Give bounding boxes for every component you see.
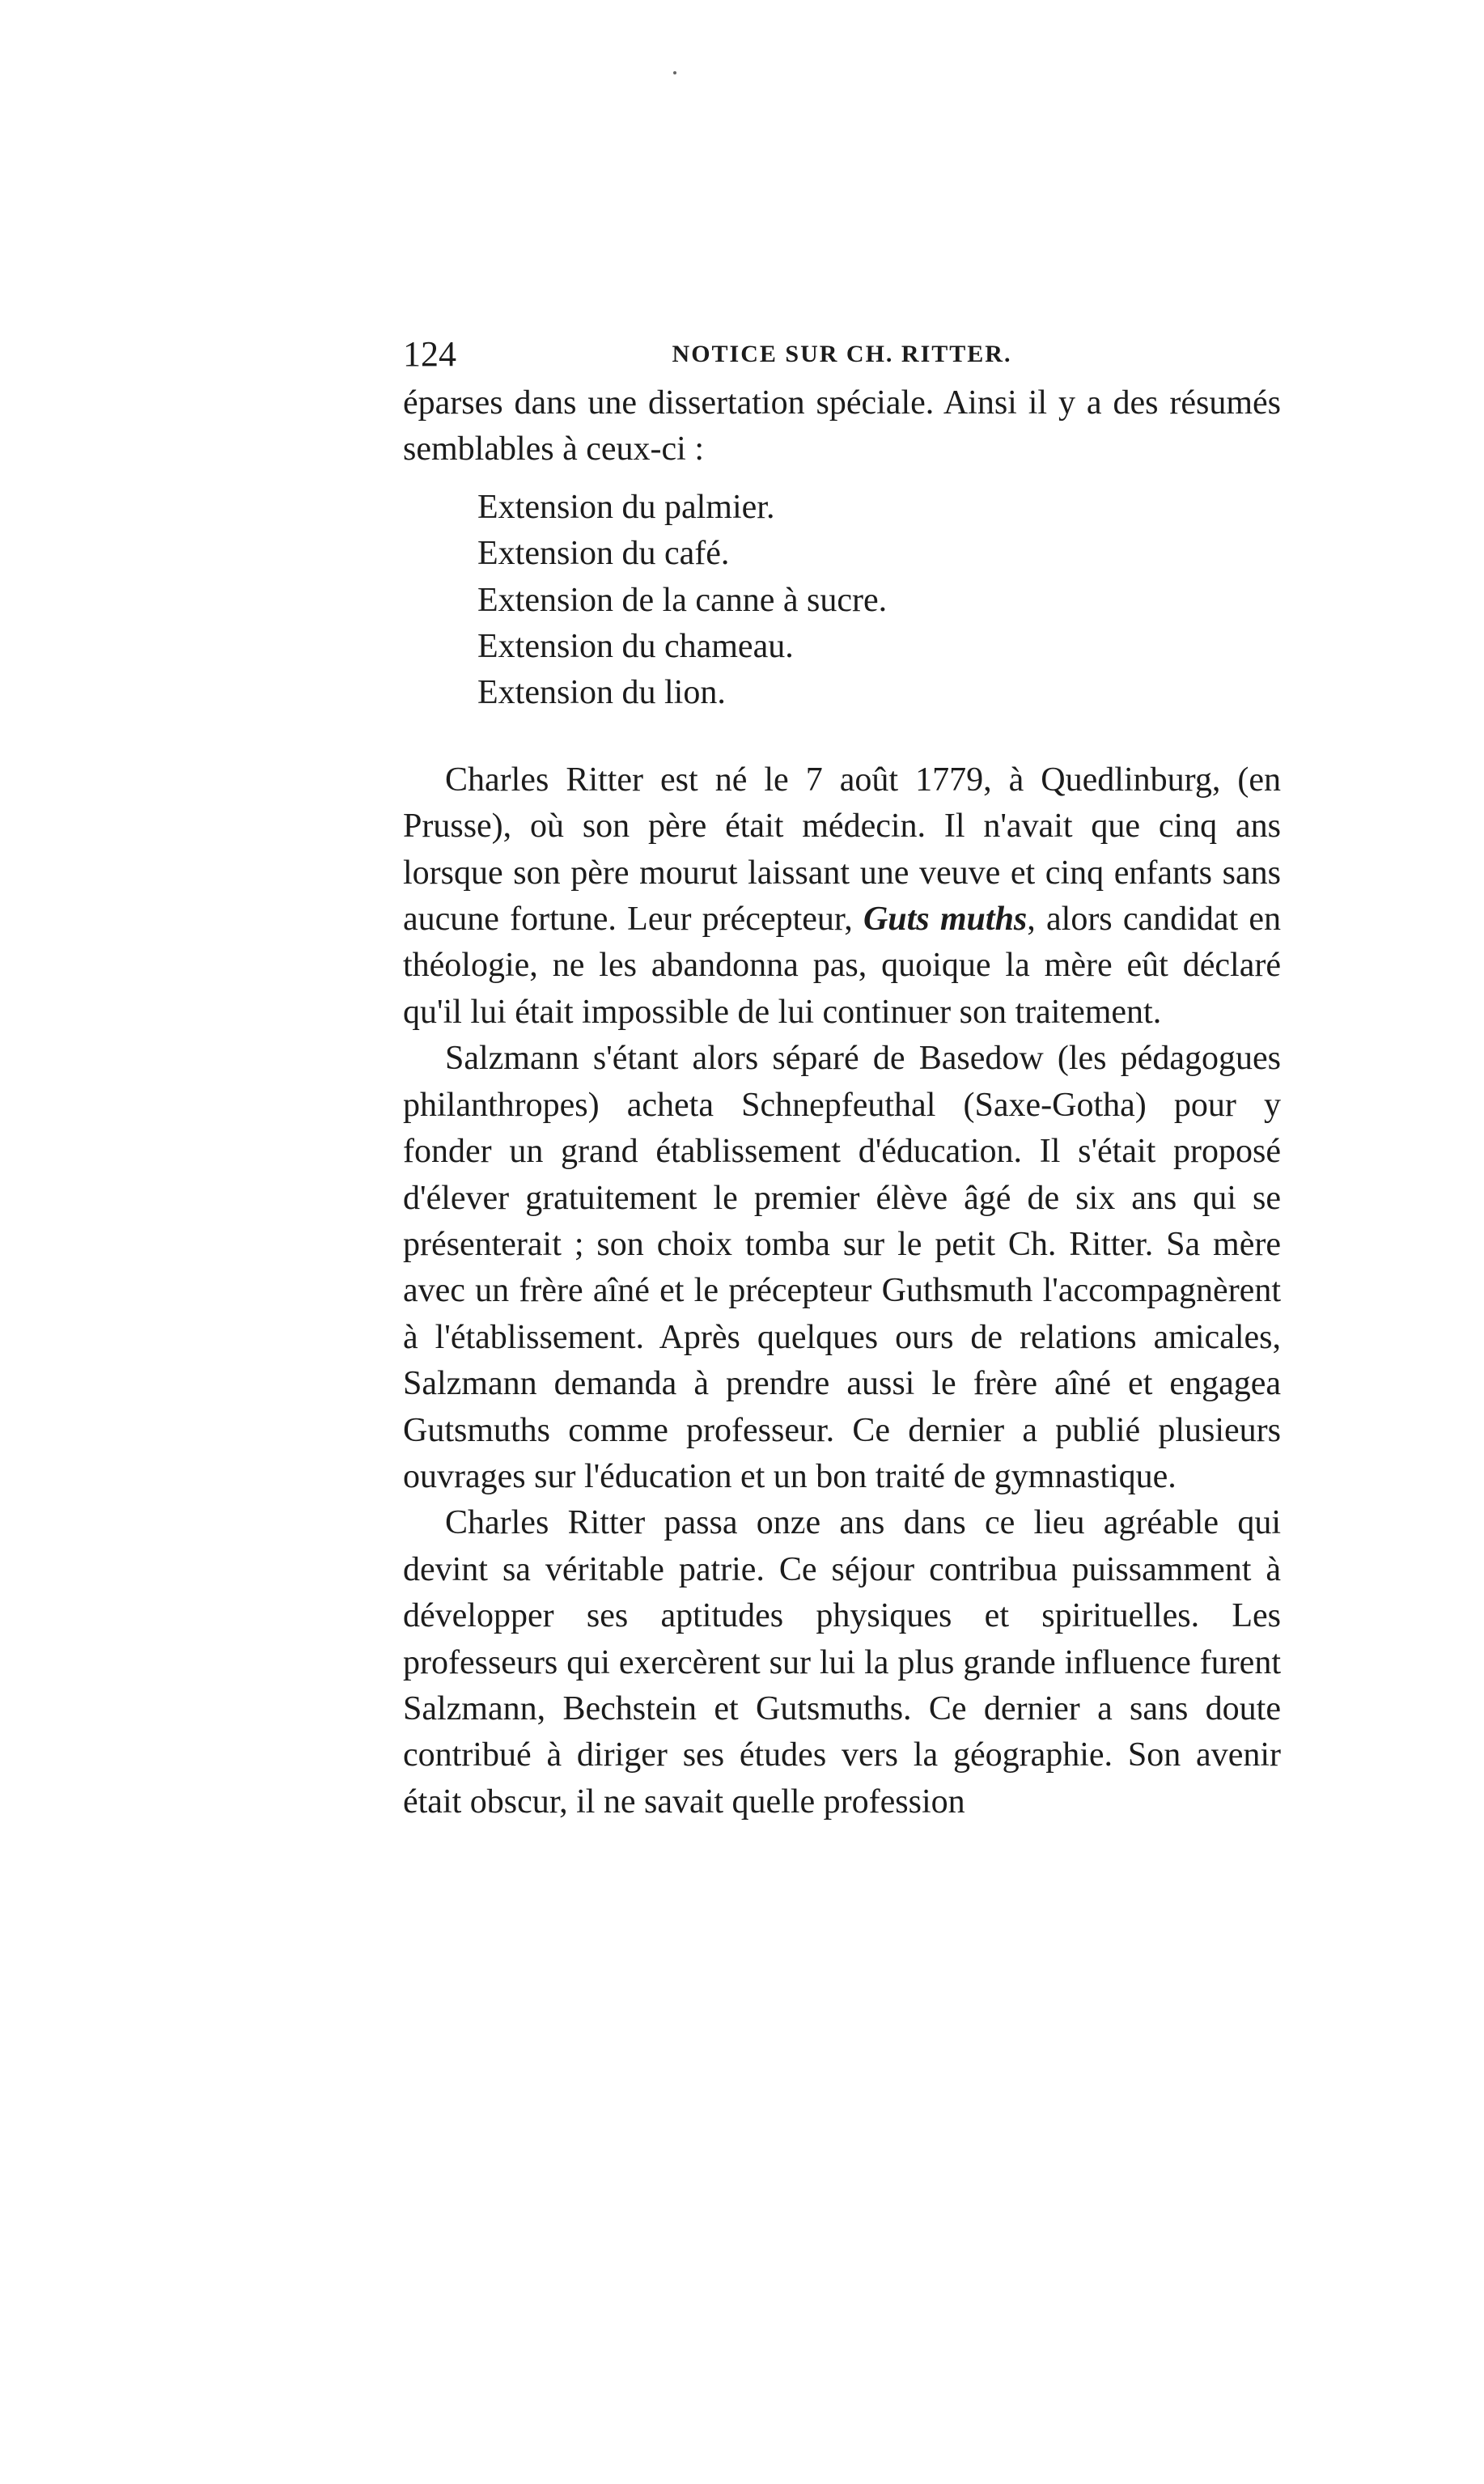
list-item: Extension du chameau.: [477, 628, 794, 666]
page-number: 124: [403, 334, 456, 374]
paragraph-birth-end: , alors candidat en théologie, ne les abandonna pas, quoique la mère eût déclaré qu'il lui était impossible de lui continuer son traitement.: [403, 901, 1282, 1031]
intro-paragraph: éparses dans une dissertation spéciale. Ainsi il y a des résumés semblables à ceux-ci :: [403, 384, 1281, 468]
print-speck: [673, 71, 676, 74]
page-header: [403, 330, 1281, 379]
paragraph-eleven-years: Charles Ritter passa onze ans dans ce lieu agréable qui devint sa véritable patrie. Ce séjour contribua puissamment à développer ses aptitudes physiques et spirituelles. Les professeurs qui exercèrent sur lui la plus grande influence furent Salzmann, Bechstein et Gutsmuths. Ce dernier a sans doute contribué à diriger ses études vers la géographie. Son avenir était obscur, il ne savait quelle profession: [403, 1504, 1281, 1821]
list-item: Extension du palmier.: [477, 488, 775, 526]
paragraph-birth: [403, 757, 1281, 1036]
list-item: Extension de la canne à sucre.: [477, 581, 888, 619]
extension-list: [477, 485, 1281, 717]
list-item: Extension du lion.: [477, 674, 726, 712]
body-text: [403, 380, 1281, 1825]
running-title: NOTICE SUR CH. RITTER.: [672, 341, 1012, 367]
list-item: Extension du café.: [477, 535, 730, 573]
guts-muths-italic: Guts muths: [863, 901, 1028, 939]
paragraph-birth-start: Charles Ritter est né le 7 août 1779, à Quedlinburg, (en Prusse), où son père était médecin. Il n'avait que cinq ans lorsque son père mourut laissant une veuve et cinq enfants sans aucune fortune. Leur précepteur,: [403, 761, 1281, 939]
paragraph-salzmann: Salzmann s'étant alors séparé de Basedow (les pédagogues philanthropes) acheta Schnepfeuthal (Saxe-Gotha) pour y fonder un grand établissement d'éducation. Il s'était proposé d'élever gratuitement le premier élève âgé de six ans qui se présenterait ; son choix tomba sur le petit Ch. Ritter. Sa mère avec un frère aîné et le précepteur Guthsmuth l'accompagnèrent à l'établissement. Après quelques ours de relations amicales, Salzmann demanda à prendre aussi le frère aîné et engagea Gutsmuths comme professeur. Ce dernier a publié plusieurs ouvrages sur l'éducation et un bon traité de gymnastique.: [403, 1040, 1281, 1495]
